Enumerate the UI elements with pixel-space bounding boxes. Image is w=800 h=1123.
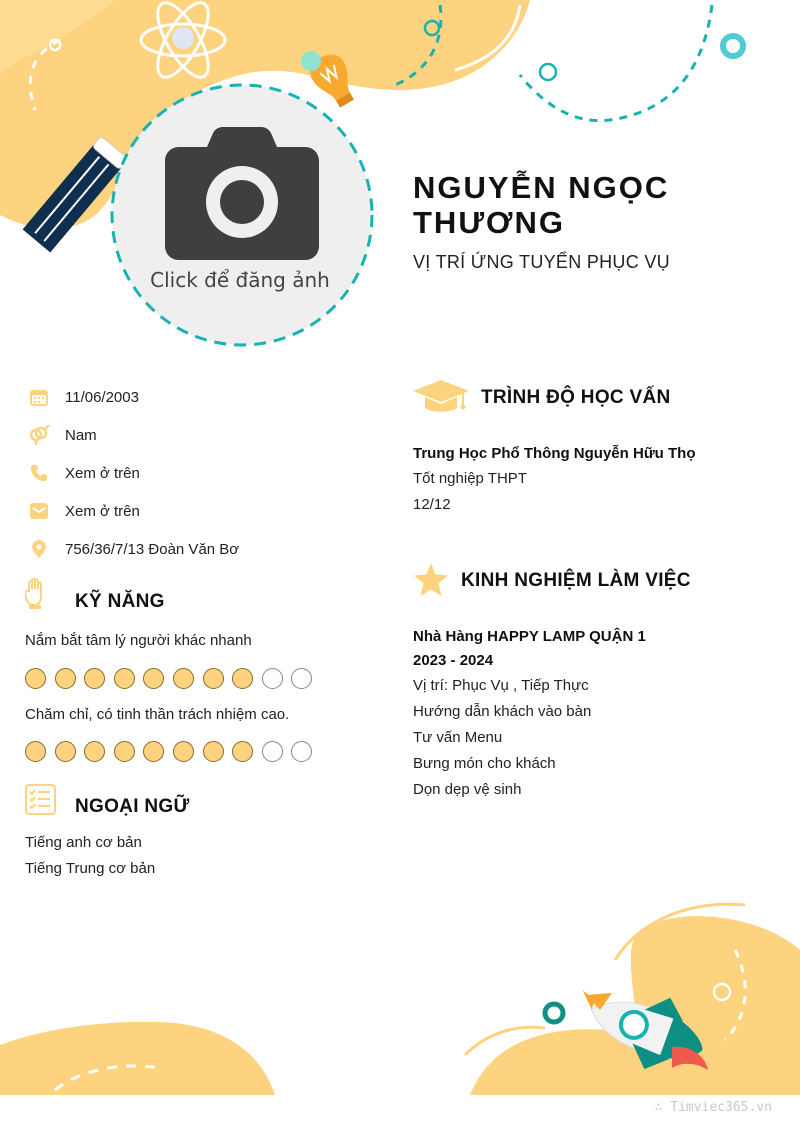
rating-dot-filled	[84, 741, 105, 762]
rating-dot-filled	[25, 741, 46, 762]
photo-upload-area[interactable]	[112, 85, 372, 345]
language-item: Tiếng Trung cơ bản	[25, 860, 156, 877]
education-title: TRÌNH ĐỘ HỌC VẤN	[481, 387, 671, 408]
experience-line: Tư vấn Menu	[413, 729, 503, 746]
experience-period: 2023 - 2024	[413, 652, 494, 669]
rating-dot-filled	[114, 668, 135, 689]
info-address	[28, 537, 239, 561]
experience-company: Nhà Hàng HAPPY LAMP QUẬN 1	[413, 628, 646, 645]
checklist-icon	[25, 784, 56, 815]
info-gender	[28, 423, 97, 447]
rating-dot-filled	[173, 668, 194, 689]
birthdate-text: 11/06/2003	[65, 388, 139, 406]
rating-dot-empty	[262, 741, 283, 762]
photo-upload-label: Click để đăng ảnh	[150, 268, 330, 292]
skill-2-label: Chăm chỉ, có tinh thần trách nhiệm cao.	[25, 706, 290, 723]
rating-dot-filled	[232, 741, 253, 762]
rating-dot-filled	[25, 668, 46, 689]
rating-dot-filled	[203, 741, 224, 762]
language-item: Tiếng anh cơ bản	[25, 834, 142, 851]
candidate-name: NGUYỄN NGỌC THƯƠNG	[413, 170, 670, 240]
info-birthdate	[28, 385, 139, 409]
camera-icon	[165, 127, 319, 260]
rating-dot-filled	[55, 741, 76, 762]
skill-1-label: Nắm bắt tâm lý người khác nhanh	[25, 632, 252, 649]
phone-icon	[28, 462, 50, 484]
rating-dot-filled	[114, 741, 135, 762]
experience-line: Bưng món cho khách	[413, 755, 556, 772]
watermark: ∴ Timviec365.vn	[654, 1100, 772, 1115]
experience-line: Dọn dẹp vệ sinh	[413, 781, 522, 798]
rating-dot-empty	[291, 741, 312, 762]
rating-dot-filled	[173, 741, 194, 762]
info-email	[28, 499, 140, 523]
address-text: 756/36/7/13 Đoàn Văn Bơ	[65, 540, 240, 558]
rating-dot-filled	[84, 668, 105, 689]
email-text: Xem ở trên	[65, 502, 140, 520]
calendar-icon	[28, 386, 50, 408]
rating-dot-filled	[55, 668, 76, 689]
rating-dot-filled	[143, 668, 164, 689]
applied-position: VỊ TRÍ ỨNG TUYỂN PHỤC VỤ	[413, 252, 670, 272]
experience-line: Hướng dẫn khách vào bàn	[413, 703, 592, 720]
rating-dot-empty	[262, 668, 283, 689]
rating-dot-filled	[232, 668, 253, 689]
hand-icon	[25, 578, 47, 610]
education-degree: Tốt nghiệp THPT	[413, 470, 527, 487]
star-icon	[413, 562, 449, 598]
phone-text: Xem ở trên	[65, 464, 140, 482]
skills-title: KỸ NĂNG	[75, 591, 165, 612]
info-phone	[28, 461, 140, 485]
rating-dot-filled	[143, 741, 164, 762]
rating-dot-filled	[203, 668, 224, 689]
languages-title: NGOẠI NGỮ	[75, 796, 190, 817]
rating-dot-empty	[291, 668, 312, 689]
gender-text: Nam	[65, 426, 97, 444]
skill-2-rating	[25, 741, 312, 762]
experience-line: Vị trí: Phục Vụ , Tiếp Thực	[413, 677, 589, 694]
location-icon	[28, 538, 50, 560]
graduation-cap-icon	[413, 380, 469, 414]
skill-1-rating	[25, 668, 312, 689]
experience-title: KINH NGHIỆM LÀM VIỆC	[461, 570, 691, 591]
email-icon	[28, 500, 50, 522]
education-grade: 12/12	[413, 496, 451, 513]
education-school: Trung Học Phổ Thông Nguyễn Hữu Thọ	[413, 445, 696, 462]
gender-icon	[28, 424, 50, 446]
